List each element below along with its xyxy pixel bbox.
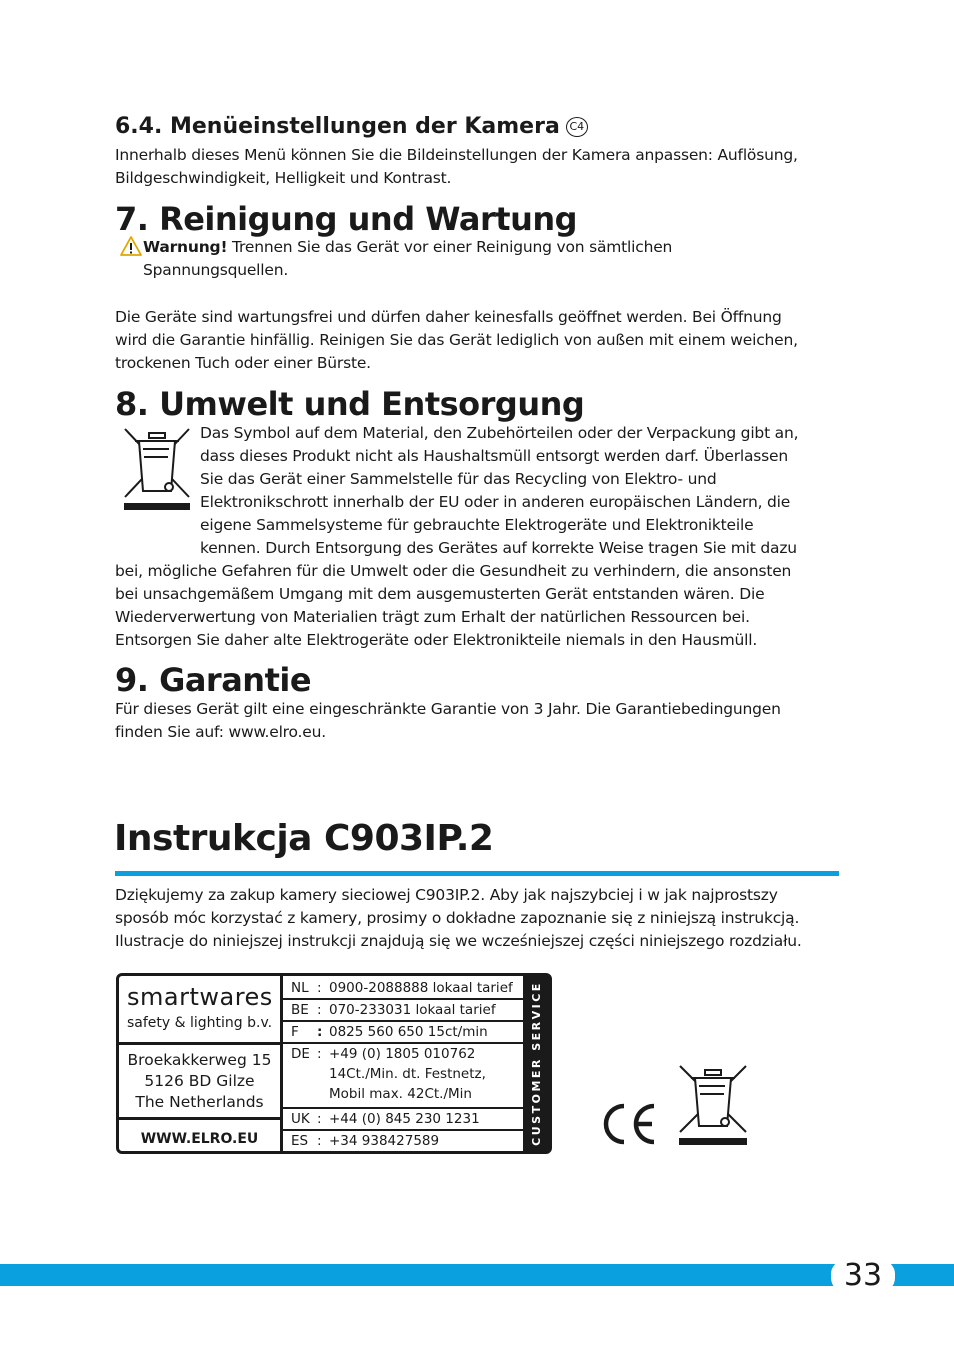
service-row-uk: UK : +44 (0) 845 230 1231: [291, 1111, 480, 1127]
section-8-wrapped-text: Das Symbol auf dem Material, den Zubehörteilen oder der Verpackung gibt an, dass dieses Produkt nicht als Haushaltsmüll entsorgt werden darf. Überlassen Sie das Gerät einer Sammelstelle für das Recycling von Elektro- und Elektronikschrott innerhalb der EU oder in anderen europäischen Ländern, die eigene Sammelsysteme für gebrauchte Elektrogeräte und Elektronikteile kennen. Durch Entsorgung des Gerätes auf korrekte Weise tragen Sie mit dazu: [200, 424, 799, 557]
left-divider: [119, 1042, 280, 1045]
service-row-de: DE : +49 (0) 1805 010762 14Ct./Min. dt. Festnetz, Mobil max. 42Ct./Min: [291, 1046, 486, 1102]
weee-bin-icon: [121, 425, 193, 511]
section-9-heading: 9. Garantie: [115, 661, 312, 699]
page-number: 33: [843, 1258, 883, 1293]
row-divider: [283, 1042, 528, 1044]
service-row-es: ES : +34 938427589: [291, 1133, 440, 1149]
section-6-4-heading: 6.4. Menüeinstellungen der Kamera C4: [115, 114, 588, 140]
row-divider: [283, 1129, 528, 1131]
c4-badge: C4: [566, 117, 588, 137]
section-8-body: bei, mögliche Gefahren für die Umwelt oder die Gesundheit zu verhindern, die ansonsten bei unsachgemäßem Umgang mit dem ausgemusterten Gerät entstanden wären. Die Wiederverwertung von Materialien trägt zum Erhalt der natürlichen Ressourcen bei. Entsorgen Sie daher alte Elektrogeräte oder Elektronikteile niemals in den Hausmüll.: [115, 562, 792, 649]
service-row-f: F : 0825 560 650 15ct/min: [291, 1024, 488, 1040]
page-title: Instrukcja C903IP.2: [114, 818, 494, 859]
footer-bar: [0, 1264, 954, 1286]
left-divider: [119, 1117, 280, 1120]
brand-name: smartwares: [127, 983, 273, 1011]
row-divider: [283, 998, 528, 1000]
section-7-heading: 7. Reinigung und Wartung: [115, 200, 578, 238]
address: Broekakkerweg 15 5126 BD Gilze The Netherlands: [127, 1051, 272, 1111]
ce-mark-icon: [598, 1100, 660, 1148]
row-divider: [283, 1020, 528, 1022]
box-divider: [280, 976, 283, 1151]
side-label: CUSTOMER SERVICE: [529, 981, 543, 1146]
service-row-be: BE : 070-233031 lokaal tarief: [291, 1002, 496, 1018]
service-row-nl: NL : 0900-2088888 lokaal tarief: [291, 980, 513, 996]
brand-sub: safety & lighting b.v.: [127, 1015, 273, 1031]
section-7-body: Die Geräte sind wartungsfrei und dürfen daher keinesfalls geöffnet werden. Bei Öffnung wird die Garantie hinfällig. Reinigen Sie das Gerät lediglich von außen mit einem weichen, trockenen Tuch oder einer Bürste.: [115, 308, 798, 372]
warning-text: Warnung! Trennen Sie das Gerät vor einer Reinigung von sämtlichen Spannungsquellen.: [143, 238, 673, 279]
section-6-4-body: Innerhalb dieses Menü können Sie die Bildeinstellungen der Kamera anpassen: Auflösung, Bildgeschwindigkeit, Helligkeit und Kontrast.: [115, 146, 798, 187]
title-rule: [115, 871, 839, 876]
weee-bin-icon: [676, 1062, 750, 1146]
section-8-heading: 8. Umwelt und Entsorgung: [115, 385, 585, 423]
row-divider: [283, 1107, 528, 1109]
website-link[interactable]: WWW.ELRO.EU: [140, 1131, 259, 1147]
warning-triangle-icon: [120, 236, 142, 256]
page-number-badge: [831, 1260, 895, 1292]
polish-intro: Dziękujemy za zakup kamery sieciowej C903IP.2. Aby jak najszybciej i w jak najprostszy sposób móc korzystać z kamery, prosimy o dokładne zapoznanie się z niniejszą instrukcją. Ilustracje do niniejszej instrukcji znajdują się we wcześniejszej części niniejszego rozdziału.: [115, 886, 802, 950]
section-9-body: Für dieses Gerät gilt eine eingeschränkte Garantie von 3 Jahr. Die Garantiebedingungen finden Sie auf: www.elro.eu.: [115, 700, 781, 741]
warning-label: Warnung!: [143, 238, 228, 256]
customer-service-box: [116, 973, 552, 1154]
